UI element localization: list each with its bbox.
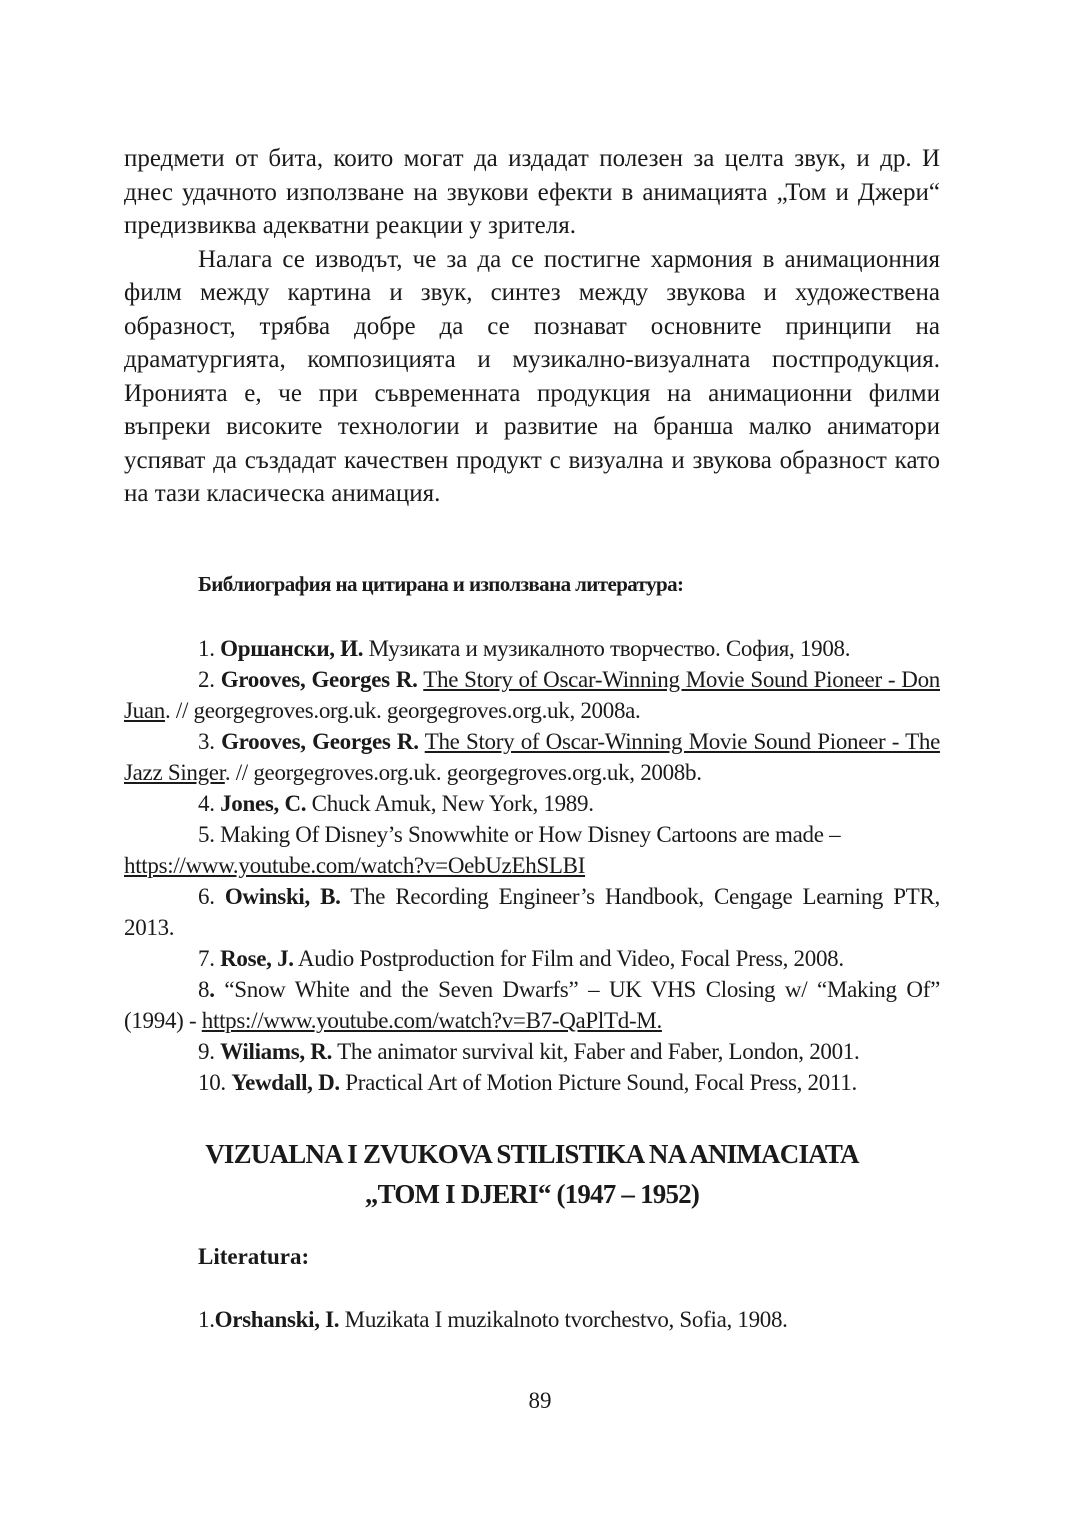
paragraph: Налага се изводът, че за да се постигне хармония в анимационния филм между картина и звук, синтез между звукова и художествена образност, трябва добре да се познават основните принципи на драматургията, композицията и музикално-визуалната постпродукция. Иронията е, че при съвременната продукция на анимационни филми въпреки високите технологии и развитие на бранша малко аниматори успяват да създадат качествен продукт с визуална и звукова образност като на тази класическа анимация. bbox=[124, 245, 940, 507]
entry-author: Jones, C. bbox=[220, 791, 307, 816]
entry-text: Muzikata I muzikalnoto tvorchestvo, Sofia, 1908. bbox=[339, 1307, 788, 1332]
literatura-entry bbox=[198, 1304, 938, 1335]
bibliography-entry bbox=[124, 1067, 940, 1098]
entry-author: Yewdall, D. bbox=[231, 1070, 340, 1095]
bibliography-entry bbox=[124, 1036, 940, 1067]
entry-number: 9. bbox=[198, 1039, 221, 1064]
entry-author: Orshanski, I. bbox=[214, 1307, 340, 1332]
entry-text: Музиката и музикалното творчество. София, 1908. bbox=[363, 636, 851, 661]
latin-title-line: VIZUALNA I ZVUKOVA STILISTIKA NA ANIMACIATA bbox=[205, 1139, 859, 1169]
entry-number: 6. bbox=[198, 884, 225, 909]
bibliography-entry bbox=[124, 664, 940, 726]
latin-title-line: „TOM I DJERI“ (1947 – 1952) bbox=[364, 1179, 700, 1209]
bibliography-entry bbox=[124, 974, 940, 1036]
bibliography-entry bbox=[124, 943, 940, 974]
entry-author: Оршански, И. bbox=[220, 636, 364, 661]
entry-author: Grooves, Georges R. bbox=[221, 729, 419, 754]
bibliography-entry bbox=[124, 788, 940, 819]
entry-link[interactable]: https://www.youtube.com/watch?v=B7-QaPlTd-M. bbox=[201, 1008, 662, 1033]
entry-text: The Recording Engineer’s Handbook, Cengage Learning PTR, 2013. bbox=[124, 884, 941, 940]
body-text bbox=[124, 142, 940, 511]
entry-text: Audio Postproduction for Film and Video, Focal Press, 2008. bbox=[293, 946, 844, 971]
entry-number: 4. bbox=[198, 791, 221, 816]
entry-text: . // georgegroves.org.uk. georgegroves.org.uk, 2008a. bbox=[164, 698, 641, 723]
entry-number: 7. bbox=[198, 946, 221, 971]
bibliography-entry bbox=[124, 633, 940, 664]
literatura-heading: Literatura: bbox=[198, 1244, 310, 1269]
entry-author: Owinski, B. bbox=[224, 884, 341, 909]
bibliography-heading: Библиография на цитирана и използвана литература: bbox=[198, 572, 684, 596]
paragraph: предмети от бита, които могат да издадат полезен за целта звук, и др. И днес удачното използване на звукови ефекти в анимацията „Том и Джери“ предизвиква адекватни реакции у зрителя. bbox=[124, 145, 940, 239]
bibliography-list bbox=[124, 633, 940, 1098]
entry-number: 8 bbox=[198, 977, 210, 1002]
entry-text: “Snow White and the Seven Dwarfs” – UK VHS Closing w/ “Making Of” (1994) - bbox=[124, 977, 940, 1033]
entry-author: Wiliams, R. bbox=[220, 1039, 333, 1064]
entry-number: 2. bbox=[198, 667, 221, 692]
entry-text: . // georgegroves.org.uk. georgegroves.org.uk, 2008b. bbox=[224, 760, 702, 785]
bibliography-entry bbox=[124, 726, 940, 788]
entry-number-dot: . bbox=[209, 977, 215, 1002]
entry-title: The Story of Oscar-Winning Movie Sound Pioneer - Don Juan bbox=[124, 667, 940, 723]
page-number: 89 bbox=[528, 1388, 552, 1413]
bibliography-entry bbox=[124, 881, 940, 943]
entry-text: Chuck Amuk, New York, 1989. bbox=[306, 791, 594, 816]
entry-author: Rose, J. bbox=[220, 946, 294, 971]
entry-link[interactable]: https://www.youtube.com/watch?v=OebUzEhSLBI bbox=[124, 853, 586, 878]
bibliography-entry bbox=[124, 819, 940, 881]
latin-title bbox=[124, 1134, 940, 1214]
entry-number: 1. bbox=[198, 636, 221, 661]
entry-number: 5. bbox=[198, 822, 221, 847]
entry-text: Making Of Disney’s Snowwhite or How Disney Cartoons are made – bbox=[220, 822, 841, 847]
entry-number: 10. bbox=[198, 1070, 232, 1095]
entry-text: The animator survival kit, Faber and Faber, London, 2001. bbox=[332, 1039, 860, 1064]
entry-number: 3. bbox=[198, 729, 222, 754]
entry-text: Practical Art of Motion Picture Sound, Focal Press, 2011. bbox=[339, 1070, 857, 1095]
entry-title: The Story of Oscar-Winning Movie Sound Pioneer - The Jazz Singer bbox=[124, 729, 941, 785]
entry-author: Grooves, Georges R. bbox=[220, 667, 418, 692]
entry-number: 1. bbox=[198, 1307, 215, 1332]
